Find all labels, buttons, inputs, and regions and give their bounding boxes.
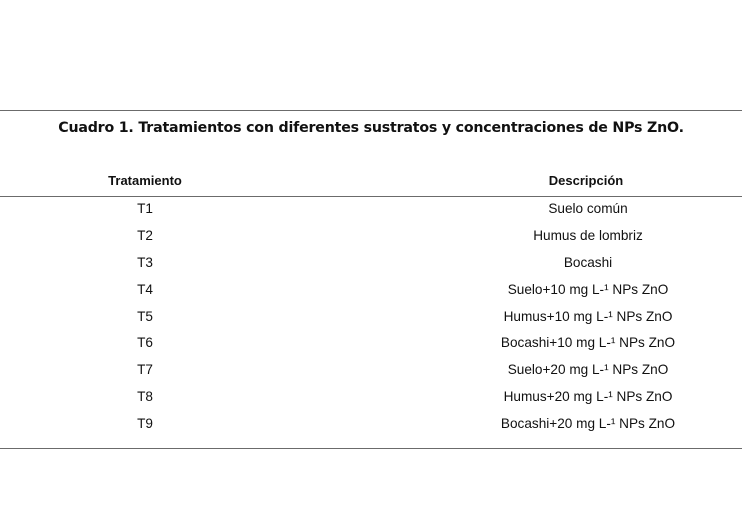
- cell-descripcion: Humus+10 mg L-¹ NPs ZnO: [503, 308, 673, 324]
- table-row: [0, 307, 742, 334]
- table-row: [0, 360, 742, 387]
- cell-tratamiento: T3: [137, 254, 153, 270]
- cell-descripcion: Suelo+20 mg L-¹ NPs ZnO: [507, 362, 669, 378]
- table-row: [0, 414, 742, 441]
- table-caption: Cuadro 1. Tratamientos con diferentes sustratos y concentraciones de NPs ZnO.: [58, 120, 684, 136]
- table-header-rule: [0, 196, 742, 197]
- column-header-tratamiento: Tratamiento: [108, 173, 182, 188]
- cell-descripcion: Bocashi: [563, 254, 613, 270]
- cell-descripcion: Humus+20 mg L-¹ NPs ZnO: [503, 389, 673, 405]
- table-row: [0, 280, 742, 307]
- table-row: [0, 253, 742, 280]
- cell-descripcion: Humus de lombriz: [533, 227, 643, 243]
- cell-descripcion: Suelo común: [548, 201, 628, 216]
- cell-descripcion: Suelo+10 mg L-¹ NPs ZnO: [507, 281, 669, 297]
- cell-tratamiento: T7: [137, 362, 153, 378]
- table-row: [0, 333, 742, 360]
- cell-tratamiento: T4: [137, 281, 153, 297]
- cell-tratamiento: T2: [137, 227, 153, 243]
- cell-tratamiento: T1: [137, 201, 153, 216]
- table-row: [0, 199, 742, 226]
- cell-descripcion: Bocashi+10 mg L-¹ NPs ZnO: [500, 335, 676, 351]
- table-top-rule: [0, 110, 742, 111]
- cell-tratamiento: T9: [137, 416, 153, 432]
- table-row: [0, 226, 742, 253]
- cell-tratamiento: T6: [137, 335, 153, 351]
- cell-descripcion: Bocashi+20 mg L-¹ NPs ZnO: [500, 416, 676, 432]
- table-row: [0, 387, 742, 414]
- table-body: [0, 199, 742, 441]
- cell-tratamiento: T5: [137, 308, 153, 324]
- table-bottom-rule: [0, 448, 742, 449]
- cell-tratamiento: T8: [137, 389, 153, 405]
- column-header-descripcion: Descripción: [548, 173, 624, 188]
